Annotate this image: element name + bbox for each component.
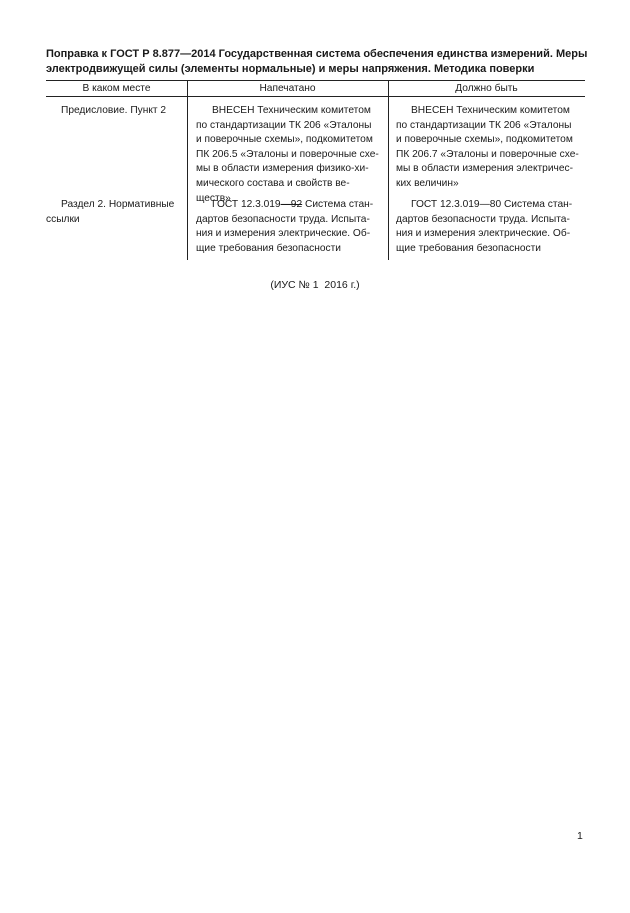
header-location: В каком месте [82,83,151,94]
column-divider-2 [388,80,389,260]
row-1-correct-line-6: ких величин» [396,177,459,189]
row-1-correct-line-4: ПК 206.7 «Эталоны и поверочные схе- [396,148,579,160]
row-2-location-line-1: Раздел 2. Нормативные [61,199,175,210]
row-1-printed-line-7: ществ» [196,192,231,204]
row-2-printed [196,198,373,256]
row-2-location [46,198,175,227]
row-2-correct-line-1: ГОСТ 12.3.019—80 Система стан- [411,199,573,210]
row-1-printed [196,104,379,206]
row-2-printed-struck-year: —92 [280,199,303,210]
row-1-printed-line-4: ПК 206.5 «Эталоны и поверочные схе- [196,148,379,160]
row-2-printed-line-1 [196,198,373,213]
row-2-location-line-2: ссылки [46,213,80,225]
row-1-printed-line-5: мы в области измерения физико-хи- [196,163,369,175]
row-2-correct-line-3: ния и измерения электрические. Об- [396,228,571,240]
row-2-correct-line-4: щие требования безопасности [396,242,541,254]
title-line-2: электродвижущей силы (элементы нормальные) и меры напряжения. Методика поверки [46,62,535,75]
row-1-printed-line-2: по стандартизации ТК 206 «Эталоны [196,119,372,131]
title-line-1: Поправка к ГОСТ Р 8.877—2014 Государственная система обеспечения единства измерений. Меры [46,48,588,60]
row-2-correct [396,198,572,256]
row-1-correct-line-3: и поверочные схемы», подкомитетом [396,134,573,146]
row-2-printed-standard: ГОСТ 12.3.019 [212,199,281,210]
row-1-correct-line-2: по стандартизации ТК 206 «Эталоны [396,119,572,131]
row-2-printed-title-start: Система стан- [302,199,374,210]
row-2-printed-line-4: щие требования безопасности [196,242,341,254]
row-1-printed-line-3: и поверочные схемы», подкомитетом [196,134,373,146]
header-printed: Напечатано [259,83,316,94]
publication-note: (ИУС № 1 2016 г.) [270,279,360,291]
page-title [46,47,591,76]
row-1-correct-line-1: ВНЕСЕН Техническим комитетом [411,105,570,116]
row-1-correct-line-5: мы в области измерения электричес- [396,163,573,175]
row-2-printed-line-3: ния и измерения электрические. Об- [196,228,371,240]
row-2-correct-line-2: дартов безопасности труда. Испыта- [396,213,570,225]
row-2-printed-line-2: дартов безопасности труда. Испыта- [196,213,370,225]
row-1-location: Предисловие. Пункт 2 [61,105,167,116]
table-top-rule [46,80,585,81]
row-1-printed-line-1: ВНЕСЕН Техническим комитетом [212,105,371,116]
column-divider-1 [187,80,188,260]
row-1-printed-line-6: мического состава и свойств ве- [196,177,350,189]
header-should-be: Должно быть [455,83,518,94]
row-1-correct [396,104,579,192]
page-number: 1 [577,830,583,842]
